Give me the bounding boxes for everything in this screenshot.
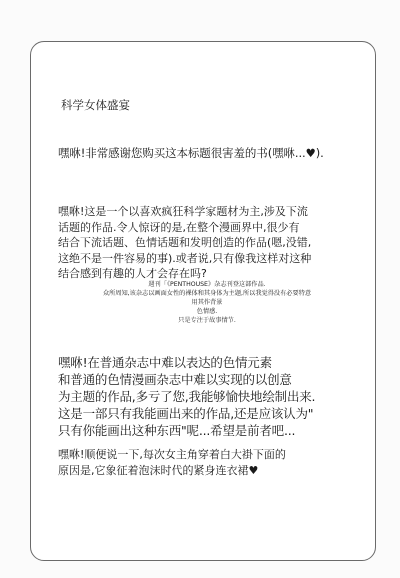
paragraph-1-line: 结合感到有趣的人才会存在吗?: [58, 267, 207, 280]
paragraph-1-line: 嘿咻!这是一个以喜欢疯狂科学家题材为主,涉及下流: [58, 205, 308, 218]
paragraph-2-line: 嘿咻!在普通杂志中难以表达的色情元素: [58, 355, 272, 370]
paragraph-3-line: 嘿咻!顺便说一下,每次女主角穿着白大褂下面的: [58, 448, 286, 461]
page-frame: [30, 41, 376, 561]
paragraph-1: [58, 204, 311, 282]
paragraph-2: [58, 354, 315, 439]
small-note-line: 用其作背景: [191, 299, 223, 306]
small-note-line: 週刊「《PENTHOUSE》杂志刊登这部作品.: [148, 281, 266, 288]
paragraph-2-line: 只有你能画出这种东西"呢...希望是前者吧...: [58, 423, 296, 438]
small-note: [67, 280, 347, 325]
paragraph-1-line: 结合下流话题、色情话题和发明创造的作品(嗯,没错,: [58, 236, 312, 249]
small-note-line: 只是专注于故事情节.: [178, 317, 236, 324]
paragraph-2-line: 这是一部只有我能画出来的作品,还是应该认为": [58, 406, 314, 421]
paragraph-2-line: 为主题的作品,多亏了您,我能够愉快地绘制出来.: [58, 389, 316, 404]
page-title: 科学女体盛宴: [61, 98, 130, 112]
thanks-line: 嘿咻!非常感谢您购买这本标题很害羞的书(嘿咻...♥).: [58, 146, 324, 160]
paragraph-2-line: 和普通的色情漫画杂志中难以实现的以创意: [58, 372, 292, 387]
small-note-line: 众所周知,该杂志以画面女性的裸体和其身体为主题,所以我觉得没有必要特意: [102, 290, 312, 297]
paragraph-1-line: 话题的作品.令人惊讶的是,在整个漫画界中,很少有: [58, 220, 300, 234]
paragraph-3-line: 原因是,它象征着泡沫时代的紧身连衣裙♥: [58, 464, 259, 477]
small-note-line: 色情感.: [196, 308, 218, 315]
paragraph-1-line: 这绝不是一件容易的事).或者说,只有像我这样对这种: [58, 251, 312, 265]
paragraph-3: [58, 447, 286, 479]
